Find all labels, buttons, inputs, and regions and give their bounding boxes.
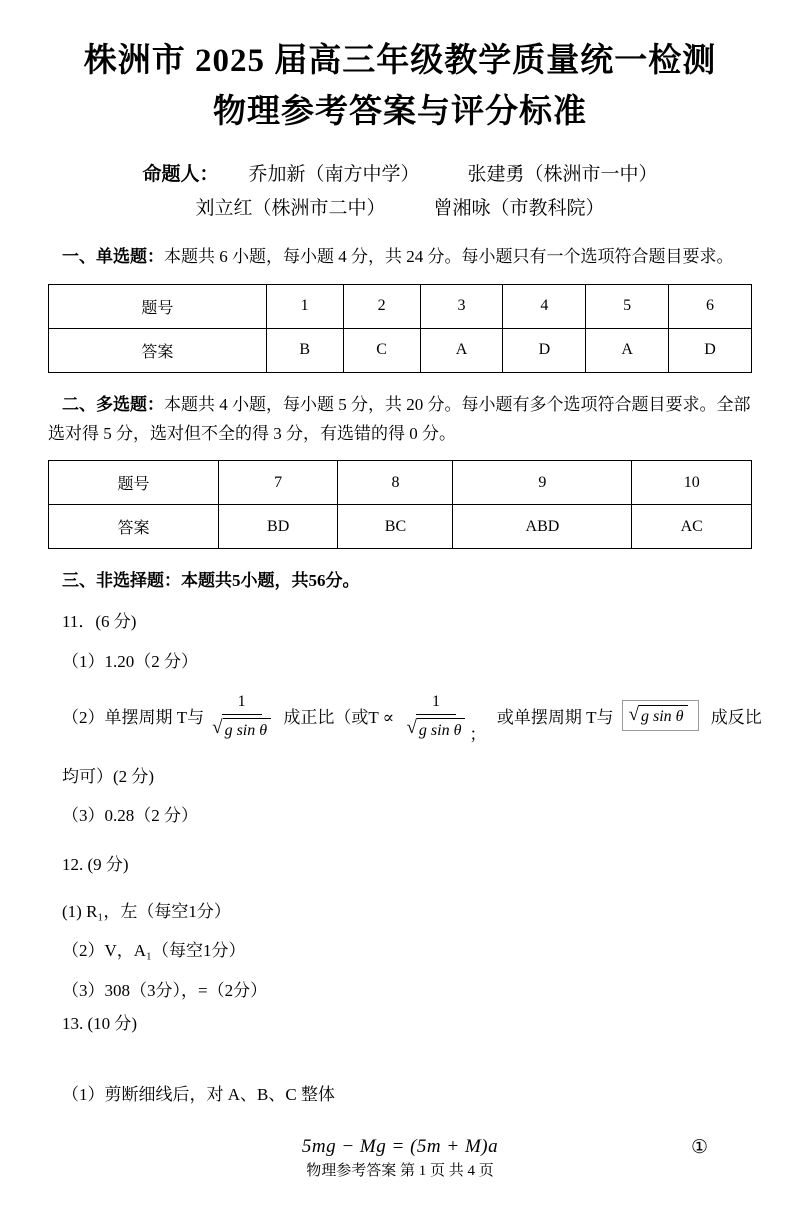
authors-label: 命题人： bbox=[142, 164, 219, 186]
q11-part2-line bbox=[62, 685, 762, 747]
section2-desc: 本题共 4 小题，每小题 5 分，共 20 分。每小题有多个选项符合题目要求。全部选对得 5 分，选对但不全的得 3 分，有选错的得 0 分。 bbox=[48, 394, 751, 443]
answer-cell: D bbox=[669, 328, 752, 372]
section2-label: 二、多选题： bbox=[62, 394, 164, 414]
page-footer: 物理参考答案 第 1 页 共 4 页 bbox=[306, 1163, 494, 1179]
fraction-denominator bbox=[406, 715, 465, 740]
answer-label-cell: 答案 bbox=[49, 328, 267, 372]
q11-part2-suffix: 成反比 bbox=[706, 708, 762, 728]
question-number-cell: 8 bbox=[338, 461, 453, 505]
q11-part2-mid2: 或单摆周期 T与 bbox=[488, 708, 614, 728]
q11-part1: （1）1.20（2 分） bbox=[62, 651, 198, 671]
question-number-cell: 2 bbox=[343, 284, 420, 328]
author-1: 乔加新（南方中学） bbox=[248, 164, 420, 186]
section3-desc: 本题共5小题，共56分。 bbox=[181, 571, 360, 591]
multi-choice-answer-table bbox=[48, 460, 752, 549]
answer-label-cell: 答案 bbox=[49, 505, 219, 549]
author-3: 刘立红（株洲市二中） bbox=[195, 197, 386, 219]
table-header-cell: 题号 bbox=[49, 284, 267, 328]
author-2: 张建勇（株洲市一中） bbox=[467, 164, 658, 186]
q11-part2-continuation: 均可）(2 分) bbox=[62, 766, 155, 786]
sqrt-symbol: √ bbox=[212, 716, 223, 738]
author-4: 曾湘咏（市教科院） bbox=[433, 197, 605, 219]
sqrt-symbol: √ bbox=[628, 704, 639, 726]
fraction-one-over-sqrt bbox=[212, 692, 271, 740]
question-number-cell: 4 bbox=[503, 284, 586, 328]
sqrt-symbol: √ bbox=[406, 716, 417, 738]
section2-heading bbox=[48, 391, 752, 449]
answer-cell: BC bbox=[338, 505, 453, 549]
section1-desc: 本题共 6 小题，每小题 4 分，共 24 分。每小题只有一个选项符合题目要求。 bbox=[164, 246, 734, 266]
fraction-one-over-sqrt bbox=[406, 692, 465, 740]
table-row bbox=[49, 328, 752, 372]
answer-cell: BD bbox=[218, 505, 338, 549]
authors-row-1 bbox=[48, 158, 752, 191]
q12-part3: （3）308（3分），=（2分） bbox=[62, 980, 268, 1000]
question-number-cell: 5 bbox=[586, 284, 669, 328]
fraction-numerator: 1 bbox=[222, 692, 262, 715]
section1-heading bbox=[48, 243, 752, 272]
single-choice-answer-table bbox=[48, 284, 752, 373]
equation-number-circle: ① bbox=[690, 1137, 708, 1159]
answer-cell: A bbox=[420, 328, 503, 372]
q12-part2: （2）V，A₁（每空1分） bbox=[62, 941, 246, 961]
answer-cell: ABD bbox=[453, 505, 632, 549]
doc-title-line1: 株洲市 2025 届高三年级教学质量统一检测 bbox=[83, 43, 717, 79]
fraction-denominator bbox=[212, 715, 271, 740]
answer-cell: D bbox=[503, 328, 586, 372]
table-row bbox=[49, 505, 752, 549]
table-row bbox=[49, 461, 752, 505]
question-number-cell: 3 bbox=[420, 284, 503, 328]
q12-part1: (1) R₁，左（每空1分） bbox=[62, 902, 231, 922]
authors-block bbox=[48, 158, 752, 225]
question-number-cell: 6 bbox=[669, 284, 752, 328]
q11-part3: （3）0.28（2 分） bbox=[62, 805, 198, 825]
table-row bbox=[49, 284, 752, 328]
q11-title: 11．(6 分) bbox=[62, 612, 137, 632]
authors-row-2 bbox=[48, 192, 752, 225]
q13-part1: （1）剪断细线后，对 A、B、C 整体 bbox=[62, 1085, 335, 1105]
sqrt-radicand: g sin θ bbox=[223, 718, 272, 740]
table-header-cell: 题号 bbox=[49, 461, 219, 505]
answer-cell: AC bbox=[632, 505, 752, 549]
q13-title: 13. (10 分) bbox=[62, 1013, 138, 1033]
semicolon: ； bbox=[469, 724, 487, 744]
q12-title: 12. (9 分) bbox=[62, 855, 129, 875]
q11-part2-prefix: （2）单摆周期 T与 bbox=[62, 708, 205, 728]
answer-cell: B bbox=[266, 328, 343, 372]
question-number-cell: 7 bbox=[218, 461, 338, 505]
sqrt-expression-boxed bbox=[622, 700, 699, 731]
section1-label: 一、单选题： bbox=[62, 246, 164, 266]
question-number-cell: 10 bbox=[632, 461, 752, 505]
q13-equation-row bbox=[48, 1134, 752, 1159]
q13-equation: 5mg − Mg = (5m + M)a bbox=[301, 1135, 499, 1157]
answer-cell: C bbox=[343, 328, 420, 372]
fraction-numerator: 1 bbox=[416, 692, 456, 715]
section3-label: 三、非选择题： bbox=[62, 571, 181, 591]
question-number-cell: 1 bbox=[266, 284, 343, 328]
answer-cell: A bbox=[586, 328, 669, 372]
q11-part2-mid1: 成正比（或T ∝ bbox=[279, 708, 399, 728]
sqrt-radicand: g sin θ bbox=[639, 705, 688, 726]
section3-heading bbox=[48, 567, 752, 596]
sqrt-radicand: g sin θ bbox=[417, 718, 466, 740]
doc-title-line2: 物理参考答案与评分标准 bbox=[213, 94, 587, 131]
question-number-cell: 9 bbox=[453, 461, 632, 505]
